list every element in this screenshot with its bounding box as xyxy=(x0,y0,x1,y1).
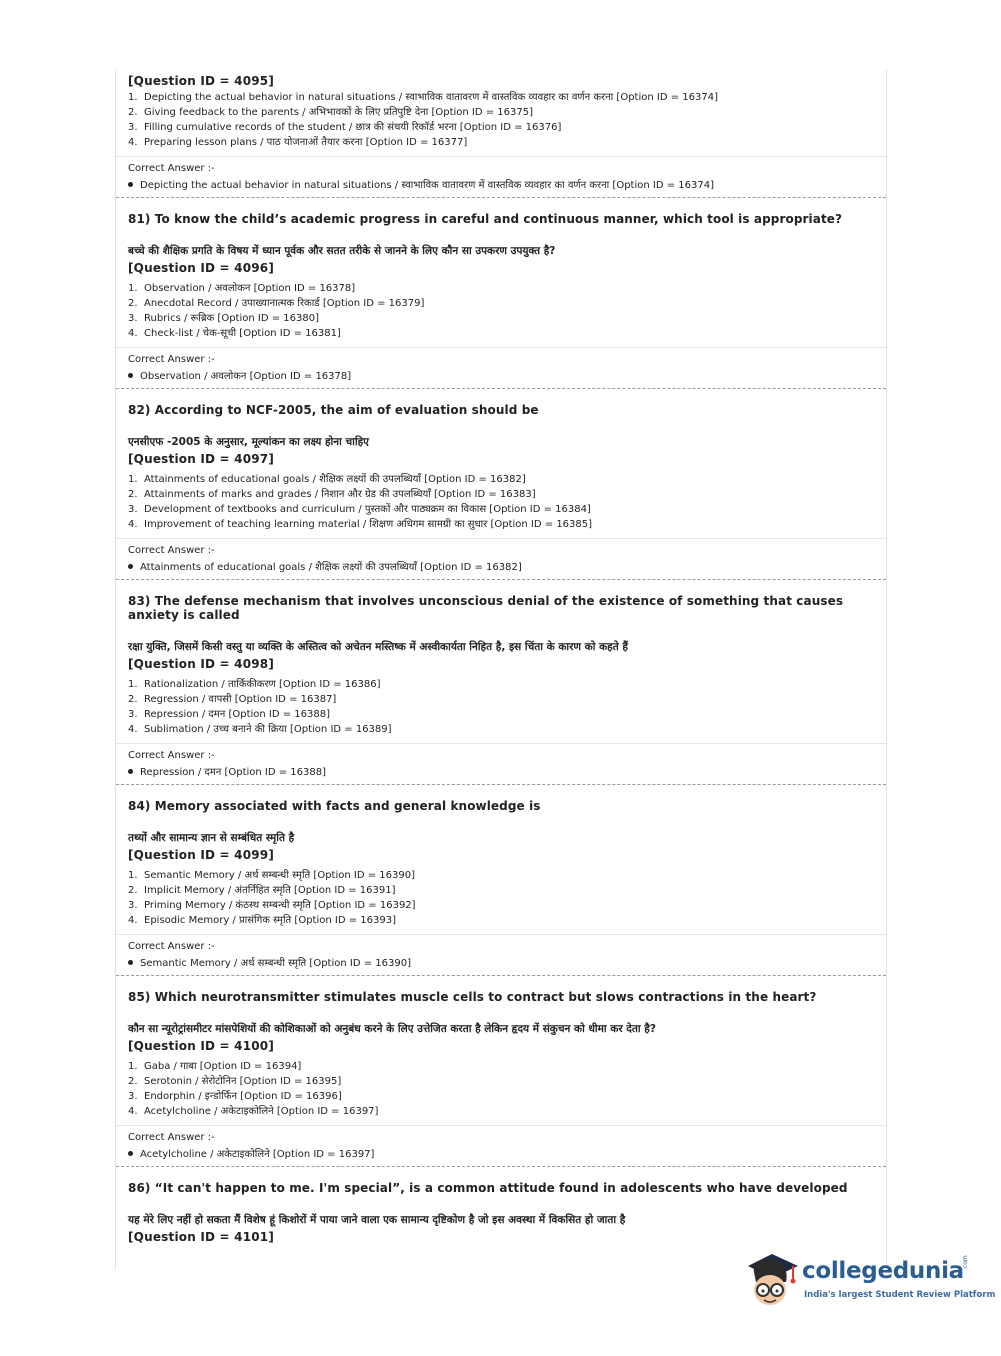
question-text-hi: यह मेरे लिए नहीं हो सकता मैं विशेष हूं किशोरों में पाया जाने वाला एक सामान्य दृष्टिकोण है जो इस अवस्था में विकसित हो जाता है xyxy=(128,1214,626,1226)
bullet-icon xyxy=(128,564,133,569)
option-item: 3. Development of textbooks and curriculum / पुस्तकों और पाठ्यक्रम का विकास [Option ID = 16384] xyxy=(128,504,591,515)
options-list xyxy=(128,90,874,150)
question-id: [Question ID = 4099] xyxy=(128,848,275,862)
question-id: [Question ID = 4097] xyxy=(128,452,275,466)
option-item: 2. Anecdotal Record / उपाख्यानात्मक रिकार्ड [Option ID = 16379] xyxy=(128,298,425,309)
option-item: 3. Priming Memory / कंठस्थ सम्बन्धी स्मृति [Option ID = 16392] xyxy=(128,900,416,911)
question-block-81 xyxy=(116,198,886,388)
answer-label: Correct Answer :- xyxy=(128,163,215,174)
correct-answer: Acetylcholine / अकेटाइकोलिने [Option ID = 16397] xyxy=(128,1146,874,1160)
correct-answer: Observation / अवलोकन [Option ID = 16378] xyxy=(128,368,874,382)
option-item: 2. Regression / वापसी [Option ID = 16387] xyxy=(128,694,337,705)
question-text-en: 86) “It can't happen to me. I'm special”, is a common attitude found in adolescents who have developed xyxy=(128,1181,848,1195)
question-text-hi: तथ्यों और सामान्य ज्ञान से सम्बंधित स्मृति है xyxy=(128,832,295,844)
mascot-icon xyxy=(742,1248,800,1310)
option-item: 4. Acetylcholine / अकेटाइकोलिने [Option ID = 16397] xyxy=(128,1106,379,1117)
correct-answer: Semantic Memory / अर्थ सम्बन्धी स्मृति [Option ID = 16390] xyxy=(128,955,874,969)
option-item: 1. Gaba / गाबा [Option ID = 16394] xyxy=(128,1061,302,1072)
option-item: 2. Giving feedback to the parents / अभिभावकों के लिए प्रतिपुष्टि देना [Option ID = 16375] xyxy=(128,107,534,118)
question-text-hi: एनसीएफ -2005 के अनुसार, मूल्यांकन का लक्ष्य होना चाहिए xyxy=(128,436,369,448)
bullet-icon xyxy=(128,1151,133,1156)
option-item: 4. Episodic Memory / प्रासंगिक स्मृति [Option ID = 16393] xyxy=(128,915,396,926)
answer-box xyxy=(116,347,886,388)
question-id: [Question ID = 4095] xyxy=(128,74,275,88)
question-block-82 xyxy=(116,389,886,579)
option-item: 3. Filling cumulative records of the student / छात्र की संचयी रिकॉर्ड भरना [Option ID = 16376] xyxy=(128,122,562,133)
question-paper-page xyxy=(115,70,887,1270)
option-item: 1. Observation / अवलोकन [Option ID = 16378] xyxy=(128,283,356,294)
question-text-en: 81) To know the child’s academic progress in careful and continuous manner, which tool is appropriate? xyxy=(128,212,843,226)
options-list xyxy=(128,281,874,341)
bullet-icon xyxy=(128,960,133,965)
question-block-85 xyxy=(116,976,886,1166)
option-item: 3. Repression / दमन [Option ID = 16388] xyxy=(128,709,330,720)
answer-label: Correct Answer :- xyxy=(128,354,215,365)
correct-answer: Attainments of educational goals / शैक्षिक लक्ष्यों की उपलब्धियाँ [Option ID = 16382] xyxy=(128,559,874,573)
option-item: 4. Sublimation / उच्च बनाने की क्रिया [Option ID = 16389] xyxy=(128,724,392,735)
option-item: 1. Semantic Memory / अर्थ सम्बन्धी स्मृति [Option ID = 16390] xyxy=(128,870,415,881)
bullet-icon xyxy=(128,373,133,378)
option-item: 4. Preparing lesson plans / पाठ योजनाओं तैयार करना [Option ID = 16377] xyxy=(128,137,468,148)
option-item: 2. Serotonin / सेरोटोनिन [Option ID = 16395] xyxy=(128,1076,342,1087)
collegedunia-logo[interactable] xyxy=(742,1248,996,1310)
answer-label: Correct Answer :- xyxy=(128,941,215,952)
answer-box xyxy=(116,743,886,784)
question-text-hi: कौन सा न्यूरोट्रांसमीटर मांसपेशियों की कोशिकाओं को अनुबंध करने के लिए उत्तेजित करता है लेकिन हृदय में संकुचन को धीमा कर देता है? xyxy=(128,1023,656,1035)
logo-domain-suffix: .com xyxy=(962,1255,969,1270)
answer-label: Correct Answer :- xyxy=(128,545,215,556)
question-id: [Question ID = 4096] xyxy=(128,261,275,275)
option-item: 3. Endorphin / इन्डोर्फिन [Option ID = 16396] xyxy=(128,1091,342,1102)
option-item: 2. Implicit Memory / अंतर्निहित स्मृति [Option ID = 16391] xyxy=(128,885,396,896)
logo-tagline: India's largest Student Review Platform xyxy=(804,1290,996,1300)
question-text-hi: रक्षा युक्ति, जिसमें किसी वस्तु या व्यक्ति के अस्तित्व को अचेतन मस्तिष्क में अस्वीकार्यता निहित है, इस चिंता के कारण को कहते हैं xyxy=(128,641,628,653)
question-id: [Question ID = 4100] xyxy=(128,1039,275,1053)
question-block-4095 xyxy=(116,70,886,197)
options-list xyxy=(128,1059,874,1119)
question-block-83 xyxy=(116,580,886,784)
options-list xyxy=(128,677,874,737)
answer-box xyxy=(116,934,886,975)
question-id: [Question ID = 4098] xyxy=(128,657,275,671)
option-item: 2. Attainments of marks and grades / निशान और ग्रेड की उपलब्धियाँ [Option ID = 16383] xyxy=(128,489,536,500)
answer-box xyxy=(116,1125,886,1166)
question-text-en: 84) Memory associated with facts and general knowledge is xyxy=(128,799,541,813)
answer-box xyxy=(116,538,886,579)
bullet-icon xyxy=(128,769,133,774)
question-text-hi: बच्चे की शैक्षिक प्रगति के विषय में ध्यान पूर्वक और सतत तरीके से जानने के लिए कौन सा उपकरण उपयुक्त है? xyxy=(128,245,556,257)
answer-label: Correct Answer :- xyxy=(128,750,215,761)
correct-answer: Depicting the actual behavior in natural situations / स्वाभाविक वातावरण में वास्तविक व्यवहार का वर्णन करना [Option ID = 16374] xyxy=(128,177,874,191)
question-block-84 xyxy=(116,785,886,975)
option-item: 4. Improvement of teaching learning material / शिक्षण अधिगम सामग्री का सुधार [Option ID = 16385] xyxy=(128,519,593,530)
option-item: 1. Depicting the actual behavior in natural situations / स्वाभाविक वातावरण में वास्तविक व्यवहार का वर्णन करना [Option ID = 16374] xyxy=(128,92,718,103)
bullet-icon xyxy=(128,182,133,187)
question-block-86 xyxy=(116,1167,886,1250)
question-text-en: 82) According to NCF-2005, the aim of evaluation should be xyxy=(128,403,539,417)
question-id: [Question ID = 4101] xyxy=(128,1230,275,1244)
correct-answer: Repression / दमन [Option ID = 16388] xyxy=(128,764,874,778)
question-text-en: 85) Which neurotransmitter stimulates muscle cells to contract but slows contractions in the heart? xyxy=(128,990,817,1004)
answer-box xyxy=(116,156,886,197)
question-text-en: 83) The defense mechanism that involves unconscious denial of the existence of something that causes anxiety is called xyxy=(128,594,844,622)
options-list xyxy=(128,472,874,532)
logo-wordmark: collegedunia xyxy=(802,1258,964,1284)
answer-label: Correct Answer :- xyxy=(128,1132,215,1143)
option-item: 3. Rubrics / रूब्रिक [Option ID = 16380] xyxy=(128,313,319,324)
options-list xyxy=(128,868,874,928)
option-item: 1. Attainments of educational goals / शैक्षिक लक्ष्यों की उपलब्धियाँ [Option ID = 16382] xyxy=(128,474,526,485)
option-item: 1. Rationalization / तार्किकीकरण [Option ID = 16386] xyxy=(128,679,381,690)
option-item: 4. Check-list / चेक-सूची [Option ID = 16381] xyxy=(128,328,341,339)
